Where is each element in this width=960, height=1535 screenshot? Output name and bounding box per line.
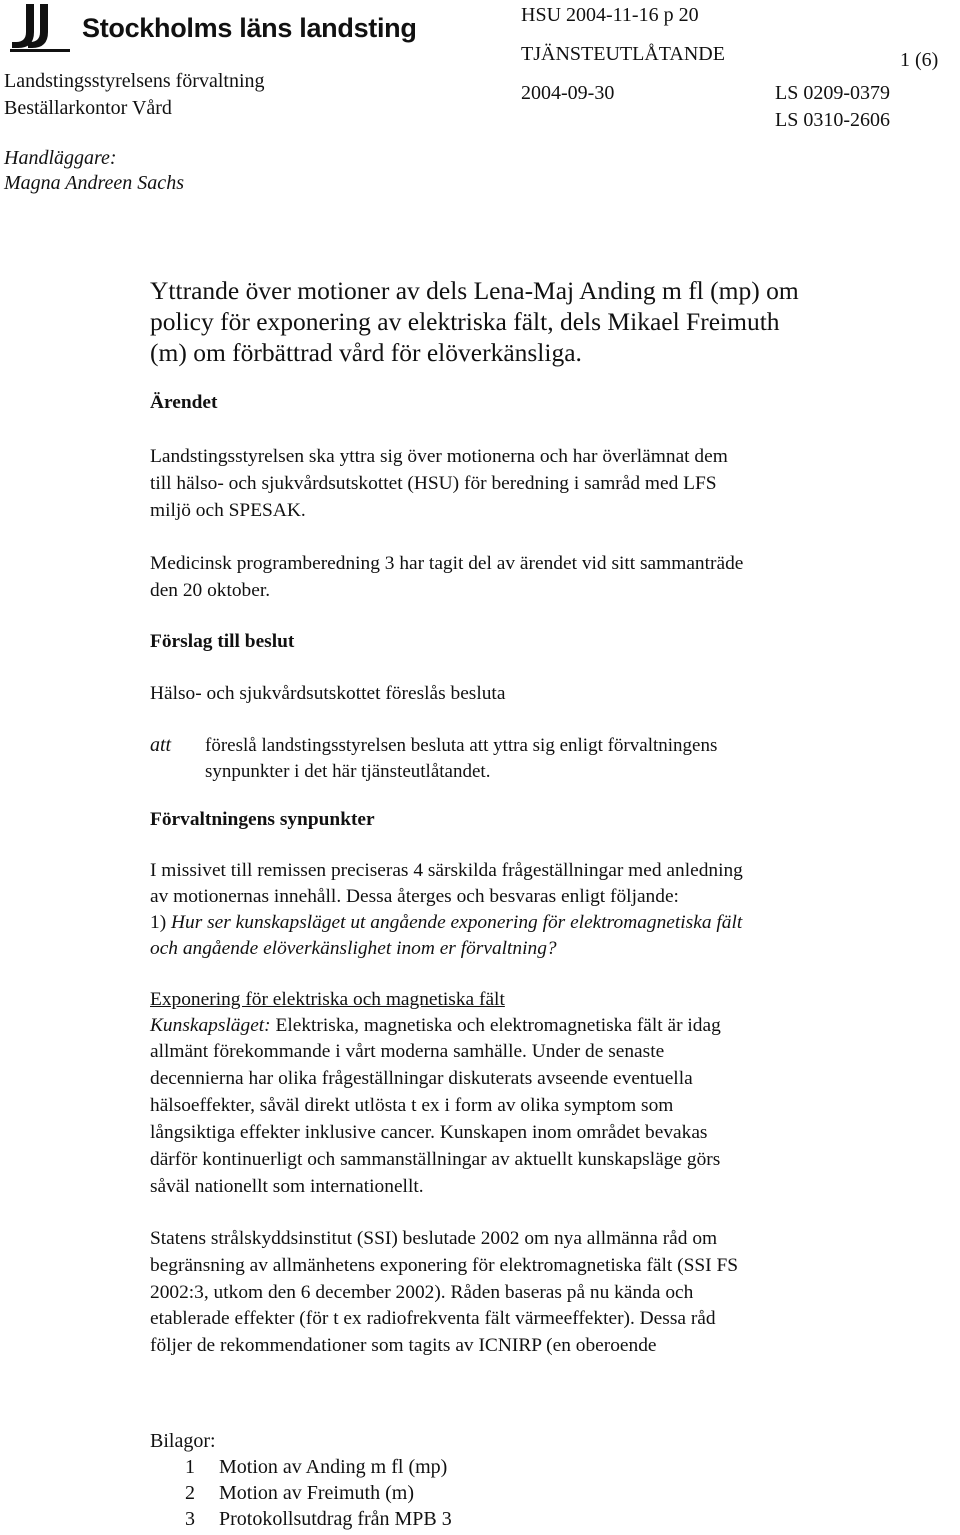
attachments-label: Bilagor:: [150, 1430, 216, 1452]
paragraph-line: etablerade effekter (för t ex radiofrekventa fält värmeeffekter). Dessa råd: [150, 1308, 716, 1329]
paragraph-line: Statens strålskyddsinstitut (SSI) beslutade 2002 om nya allmänna råd om: [150, 1228, 718, 1249]
decision-text-line: synpunkter i det här tjänsteutlåtandet.: [205, 761, 491, 782]
paragraph-line: [150, 1013, 875, 1040]
decision-text-line: föreslå landstingsstyrelsen besluta att yttra sig enligt förvaltningens: [205, 735, 718, 756]
paragraph-line: 2002:3, utkom den 6 december 2002). Råden baseras på nu kända och: [150, 1282, 694, 1303]
reference-number: LS 0209-0379: [775, 82, 890, 104]
paragraph-line: I missivet till remissen preciseras 4 särskilda frågeställningar med anledning: [150, 860, 743, 881]
question-line: [150, 910, 875, 937]
organization-name: Landstingsstyrelsens förvaltning: [4, 70, 265, 92]
question-text: och angående elöverkänslighet inom er förvaltning?: [150, 938, 557, 959]
document-date: 2004-09-30: [521, 82, 615, 104]
paragraph-line: Medicinsk programberedning 3 har tagit del av ärendet vid sitt sammanträde: [150, 553, 744, 574]
document-title-line: (m) om förbättrad vård för elöverkänsliga.: [150, 338, 582, 367]
paragraph-line: decennierna har olika frågeställningar diskuterats avseende eventuella: [150, 1068, 693, 1089]
attachment-number: 1: [185, 1456, 195, 1478]
inline-label: Kunskapsläget:: [150, 1015, 271, 1036]
section-heading: Ärendet: [150, 392, 218, 413]
landsting-emblem-icon: [8, 2, 72, 52]
question-number: 1): [150, 912, 167, 933]
attachment-number: 2: [185, 1482, 195, 1504]
paragraph-text: Elektriska, magnetiska och elektromagnetiska fält är idag: [275, 1015, 721, 1036]
paragraph-line: miljö och SPESAK.: [150, 500, 306, 521]
paragraph-line: Hälso- och sjukvårdsutskottet föreslås besluta: [150, 683, 506, 704]
meeting-reference: HSU 2004-11-16 p 20: [521, 4, 699, 26]
page-count: 1 (6): [900, 49, 939, 71]
subsection-heading: Exponering för elektriska och magnetiska fält: [150, 989, 505, 1010]
paragraph-line: långsiktiga effekter inklusive cancer. Kunskapen inom området bevakas: [150, 1122, 708, 1143]
handler-name: Magna Andreen Sachs: [4, 172, 184, 194]
paragraph-line: hälsoeffekter, såväl direkt utlösta t ex i form av olika symptom som: [150, 1095, 674, 1116]
attachment-item: Protokollsutdrag från MPB 3: [219, 1508, 452, 1530]
question-text: Hur ser kunskapsläget ut angående exponering för elektromagnetiska fält: [171, 912, 743, 933]
paragraph-line: den 20 oktober.: [150, 580, 271, 601]
paragraph-line: av motionernas innehåll. Dessa återges och besvaras enligt följande:: [150, 886, 679, 907]
attachment-number: 3: [185, 1508, 195, 1530]
paragraph-line: såväl nationellt som internationellt.: [150, 1176, 424, 1197]
paragraph-line: Landstingsstyrelsen ska yttra sig över motionerna och har överlämnat dem: [150, 446, 728, 467]
document-type: TJÄNSTEUTLÅTANDE: [521, 43, 725, 65]
logo-wordmark: Stockholms läns landsting: [82, 13, 417, 43]
section-heading: Förslag till beslut: [150, 631, 295, 652]
paragraph-line: följer de rekommendationer som tagits av ICNIRP (en oberoende: [150, 1335, 657, 1356]
paragraph-line: därför kontinuerligt och sammanställningar av aktuellt kunskapsläge görs: [150, 1149, 721, 1170]
document-title-line: policy för exponering av elektriska fält, dels Mikael Freimuth: [150, 307, 780, 336]
paragraph-line: allmänt förekommande i vårt moderna samhälle. Under de senaste: [150, 1041, 665, 1062]
attachment-item: Motion av Freimuth (m): [219, 1482, 414, 1504]
document-title-line: Yttrande över motioner av dels Lena-Maj Anding m fl (mp) om: [150, 276, 799, 305]
attachment-item: Motion av Anding m fl (mp): [219, 1456, 448, 1478]
paragraph-line: till hälso- och sjukvårdsutskottet (HSU) för beredning i samråd med LFS: [150, 473, 717, 494]
paragraph-line: begränsning av allmänhetens exponering för elektromagnetiska fält (SSI FS: [150, 1255, 739, 1276]
organization-logo: [8, 2, 417, 54]
handler-label: Handläggare:: [4, 147, 117, 169]
decision-label: att: [150, 734, 172, 756]
section-heading: Förvaltningens synpunkter: [150, 809, 375, 830]
organization-unit: Beställarkontor Vård: [4, 97, 172, 119]
reference-number: LS 0310-2606: [775, 109, 890, 131]
